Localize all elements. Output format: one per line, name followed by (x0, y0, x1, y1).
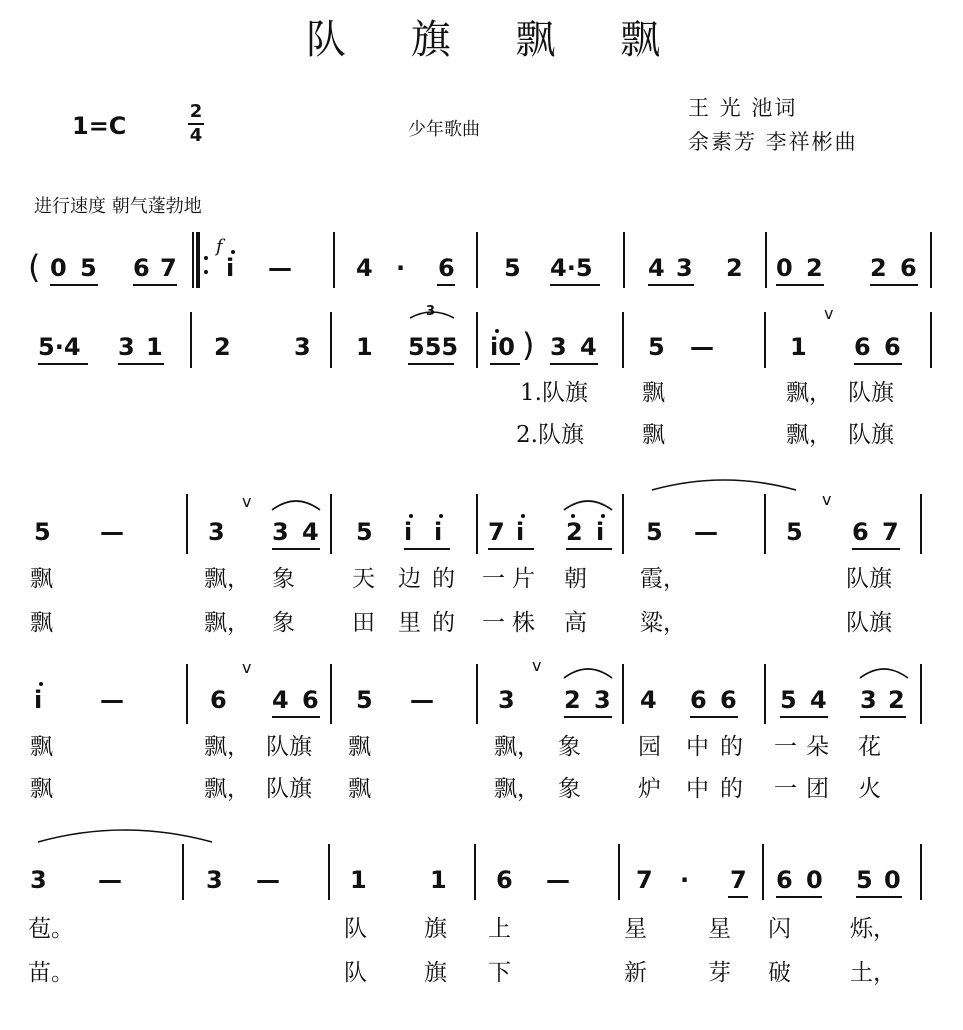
note: 2 (564, 686, 581, 714)
barline (476, 494, 478, 554)
note: 5 (80, 254, 97, 282)
note: 3 (30, 866, 47, 894)
lyric: 花 (858, 734, 881, 760)
lyric: 高 (564, 610, 587, 636)
lyric: 飘 (30, 734, 53, 760)
lyric: 朵 (806, 734, 829, 760)
dash: — (546, 866, 570, 894)
note: 2 (888, 686, 905, 714)
underline (550, 284, 600, 286)
underline (118, 363, 164, 365)
lyric: 破 (768, 960, 791, 986)
lyric: 队旗 (266, 776, 312, 802)
note: 0 (50, 254, 67, 282)
note: 7 (882, 518, 899, 546)
lyric: 星 (624, 916, 647, 942)
lyric: 象 (272, 610, 295, 636)
note: 5 (356, 518, 373, 546)
underline (780, 716, 828, 718)
note: 4 (272, 686, 289, 714)
repeat-barline-thin (192, 232, 194, 288)
note: 2 (806, 254, 823, 282)
lyric: 飘 (642, 380, 665, 406)
augmentation-dot: · (680, 866, 690, 894)
lyric: 飘， (494, 776, 540, 802)
barline (930, 232, 932, 288)
lyric: 团 (806, 776, 829, 802)
lyric: 的 (432, 610, 455, 636)
dash: — (410, 686, 434, 714)
tempo-marking: 进行速度 朝气蓬勃地 (34, 196, 202, 217)
time-signature-top: 2 (189, 101, 203, 122)
dash: — (100, 686, 124, 714)
lyric: 株 (512, 610, 535, 636)
lyric: 烁， (850, 916, 896, 942)
octave-dot (409, 514, 413, 518)
underline (854, 363, 902, 365)
barline (920, 664, 922, 724)
lyric: 园 (638, 734, 661, 760)
lyric: 下 (488, 960, 511, 986)
octave-dot (39, 682, 43, 686)
lyric: 飘， (494, 734, 540, 760)
lyric: 田 (352, 610, 375, 636)
barline (764, 494, 766, 554)
breath-mark: v (242, 492, 252, 511)
note: 5 (646, 518, 663, 546)
lyric: 霞， (640, 566, 686, 592)
composer-credit: 余素芳 李祥彬曲 (688, 130, 858, 154)
note: 3 (208, 518, 225, 546)
note: 4 (640, 686, 657, 714)
note: 1 (790, 333, 807, 361)
lyric: 芽 (708, 960, 731, 986)
note: 1 (350, 866, 367, 894)
breath-mark: v (822, 490, 832, 509)
octave-dot (571, 514, 575, 518)
lyric: 队 (344, 960, 367, 986)
octave-dot (521, 514, 525, 518)
lyric: 的 (720, 734, 743, 760)
lyric: 队旗 (848, 422, 894, 448)
barline (622, 664, 624, 724)
note: 5 (786, 518, 803, 546)
note: 6 (496, 866, 513, 894)
note: 6 (852, 518, 869, 546)
barline (190, 312, 192, 368)
lyric: 炉 (638, 776, 661, 802)
lyric: 闪 (768, 916, 791, 942)
repeat-dot (204, 256, 208, 260)
barline (186, 494, 188, 554)
note: 5 (504, 254, 521, 282)
lyric: 1.队旗 (520, 380, 588, 406)
note: 6 (776, 866, 793, 894)
barline (623, 232, 625, 288)
barline (330, 312, 332, 368)
underline (648, 284, 694, 286)
lyric: 2.队旗 (516, 422, 584, 448)
note: i0 (490, 333, 515, 361)
barline (764, 664, 766, 724)
lyric: 土， (850, 960, 896, 986)
open-paren: ( (28, 248, 41, 286)
lyric: 队旗 (846, 610, 892, 636)
note: 3 (272, 518, 289, 546)
lyric: 飘 (348, 734, 371, 760)
note: i (516, 518, 525, 546)
time-signature (186, 102, 206, 146)
barline (920, 494, 922, 554)
dash: — (690, 333, 714, 361)
lyric: 飘 (30, 776, 53, 802)
note: 6 (438, 254, 455, 282)
note: i (434, 518, 443, 546)
underline (860, 716, 906, 718)
slur (272, 501, 320, 510)
lyric: 队旗 (848, 380, 894, 406)
underline (490, 363, 520, 365)
lyric: 的 (432, 566, 455, 592)
note: 5 (356, 686, 373, 714)
barline (330, 664, 332, 724)
barline (186, 664, 188, 724)
note: 7 (730, 866, 747, 894)
underline (437, 284, 455, 286)
note: 6 (854, 333, 871, 361)
octave-dot (231, 250, 235, 254)
slur (564, 669, 612, 678)
lyric: 天 (352, 566, 375, 592)
barline (930, 312, 932, 368)
dynamic-forte: f (216, 236, 223, 257)
note: 7 (160, 254, 177, 282)
note: 4 (356, 254, 373, 282)
note: 4·5 (550, 254, 593, 282)
lyric: 队旗 (846, 566, 892, 592)
triplet-mark: 3 (426, 304, 436, 319)
underline (728, 896, 748, 898)
note: 1 (356, 333, 373, 361)
note: 5·4 (38, 333, 81, 361)
barline (618, 844, 620, 900)
note: i (34, 686, 43, 714)
note: 6 (884, 333, 901, 361)
octave-dot (601, 514, 605, 518)
note: i (404, 518, 413, 546)
note: 3 (860, 686, 877, 714)
note: 7 (636, 866, 653, 894)
lyric: 边 (398, 566, 421, 592)
lyric: 飘， (204, 776, 250, 802)
dash: — (98, 866, 122, 894)
lyric: 里 (398, 610, 421, 636)
lyric: 苞。 (28, 916, 74, 942)
barline (764, 312, 766, 368)
note: 4 (580, 333, 597, 361)
underline (564, 716, 612, 718)
tie (652, 480, 796, 490)
augmentation-dot: · (396, 254, 406, 282)
slur (860, 669, 908, 678)
underline (690, 716, 738, 718)
lyric: 象 (558, 734, 581, 760)
note: 4 (810, 686, 827, 714)
barline (762, 844, 764, 900)
note: 6 (690, 686, 707, 714)
note: 6 (720, 686, 737, 714)
note: 5 (856, 866, 873, 894)
barline (330, 494, 332, 554)
lyric: 飘 (642, 422, 665, 448)
underline (856, 896, 902, 898)
dash: — (100, 518, 124, 546)
tie (38, 830, 212, 842)
lyric: 中 (686, 734, 709, 760)
note: i (226, 254, 235, 282)
barline (476, 312, 478, 368)
note: 555 (408, 333, 459, 361)
note: 7 (488, 518, 505, 546)
lyric: 飘， (786, 380, 832, 406)
note: 5 (780, 686, 797, 714)
note: i (596, 518, 605, 546)
breath-mark: v (532, 656, 542, 675)
lyric: 象 (272, 566, 295, 592)
underline (776, 896, 822, 898)
close-paren: ) (522, 326, 535, 364)
underline (38, 363, 88, 365)
song-title: 队 旗 飘 飘 (306, 17, 687, 63)
underline (272, 548, 320, 550)
lyric: 火 (858, 776, 881, 802)
octave-dot (439, 514, 443, 518)
note: 0 (884, 866, 901, 894)
barline (476, 232, 478, 288)
note: 0 (806, 866, 823, 894)
underline (133, 284, 177, 286)
dash: — (268, 254, 292, 282)
barline (765, 232, 767, 288)
barline (182, 844, 184, 900)
breath-mark: v (824, 304, 834, 323)
lyricist-credit: 王 光 池词 (688, 96, 798, 120)
key-signature: 1=C (72, 112, 127, 140)
lyric: 队旗 (266, 734, 312, 760)
lyric: 旗 (424, 916, 447, 942)
note: 6 (900, 254, 917, 282)
underline (408, 363, 454, 365)
note: 3 (498, 686, 515, 714)
note: 5 (648, 333, 665, 361)
barline (476, 664, 478, 724)
note: 2 (566, 518, 583, 546)
barline (474, 844, 476, 900)
underline (870, 284, 918, 286)
barline (333, 232, 335, 288)
lyric: 星 (708, 916, 731, 942)
note: 5 (34, 518, 51, 546)
lyric: 朝 (564, 566, 587, 592)
lyric: 片 (512, 566, 535, 592)
lyric: 一 (774, 734, 797, 760)
barline (622, 494, 624, 554)
note: 0 (776, 254, 793, 282)
octave-dot (495, 329, 499, 333)
underline (852, 548, 900, 550)
lyric: 飘， (786, 422, 832, 448)
lyric: 中 (686, 776, 709, 802)
note: 3 (676, 254, 693, 282)
slur (564, 501, 612, 510)
lyric: 粱， (640, 610, 686, 636)
barline (328, 844, 330, 900)
subtitle: 少年歌曲 (408, 119, 480, 140)
note: 3 (118, 333, 135, 361)
note: 4 (302, 518, 319, 546)
lyric: 一 (482, 610, 505, 636)
lyric: 飘， (204, 566, 250, 592)
underline (404, 548, 450, 550)
note: 1 (430, 866, 447, 894)
lyric: 飘 (348, 776, 371, 802)
breath-mark: v (242, 658, 252, 677)
lyric: 一 (482, 566, 505, 592)
time-signature-bottom: 4 (189, 125, 203, 146)
lyric: 上 (488, 916, 511, 942)
lyric: 队 (344, 916, 367, 942)
lyric: 一 (774, 776, 797, 802)
barline (622, 312, 624, 368)
barline (920, 844, 922, 900)
note: 2 (870, 254, 887, 282)
underline (776, 284, 824, 286)
underline (488, 548, 534, 550)
note: 2 (214, 333, 231, 361)
lyric: 新 (624, 960, 647, 986)
lyric: 的 (720, 776, 743, 802)
lyric: 飘 (30, 566, 53, 592)
lyric: 象 (558, 776, 581, 802)
note: 3 (550, 333, 567, 361)
note: 1 (146, 333, 163, 361)
lyric: 苗。 (28, 960, 74, 986)
lyric: 飘 (30, 610, 53, 636)
note: 6 (133, 254, 150, 282)
dash: — (694, 518, 718, 546)
underline (550, 363, 598, 365)
note: 2 (726, 254, 743, 282)
note: 3 (294, 333, 311, 361)
underline (50, 284, 98, 286)
note: 4 (648, 254, 665, 282)
note: 3 (594, 686, 611, 714)
repeat-dot (204, 270, 208, 274)
lyric: 飘， (204, 734, 250, 760)
note: 3 (206, 866, 223, 894)
underline (272, 716, 320, 718)
lyric: 飘， (204, 610, 250, 636)
note: 6 (302, 686, 319, 714)
underline (566, 548, 612, 550)
repeat-barline-thick (196, 232, 200, 288)
lyric: 旗 (424, 960, 447, 986)
dash: — (256, 866, 280, 894)
note: 6 (210, 686, 227, 714)
